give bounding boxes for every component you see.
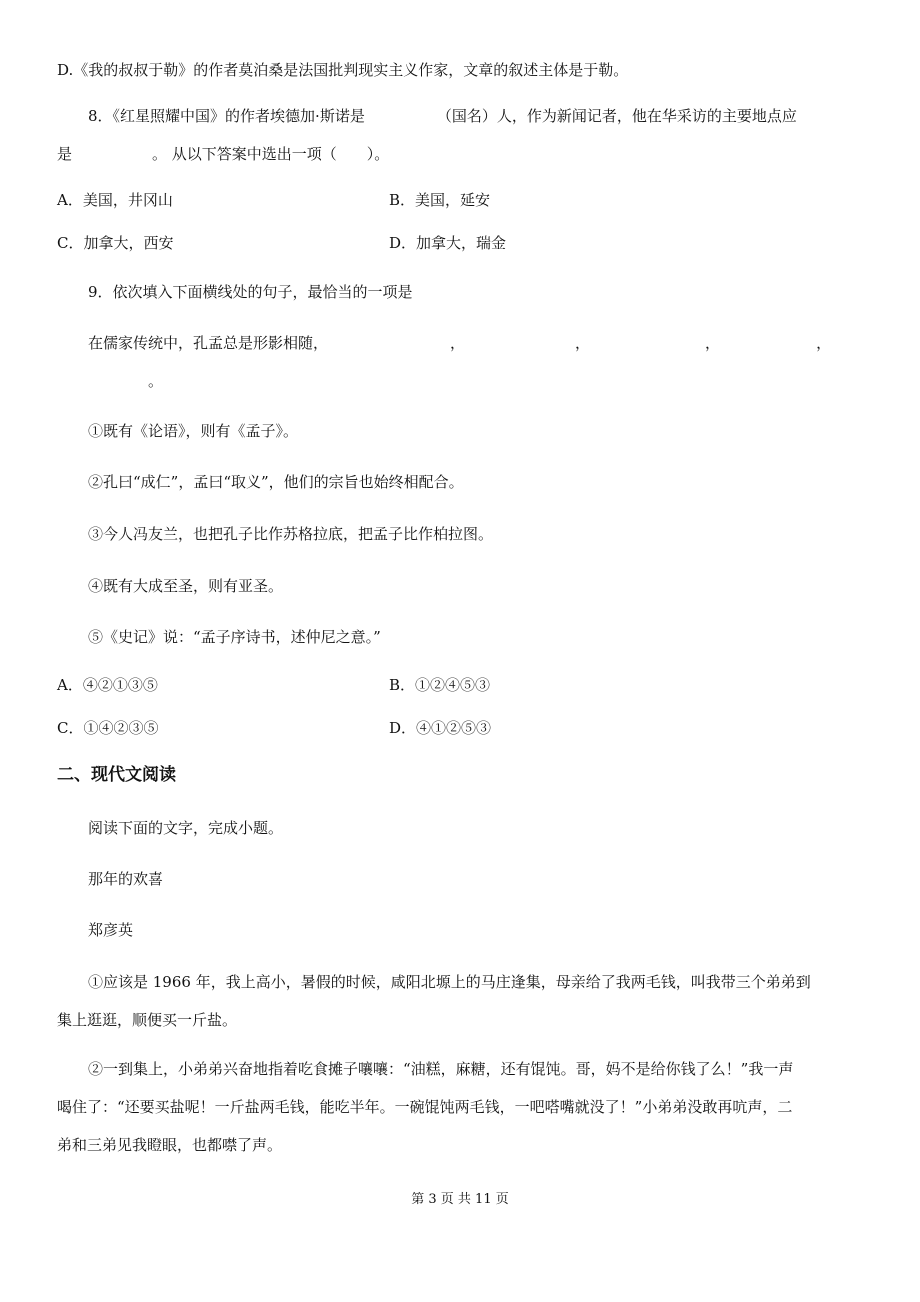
period: 。 [148,372,164,390]
comma: ， [450,334,466,352]
comma: ， [816,334,832,352]
q8-stem-part4: 。 从以下答案中选出一项（ ）。 [152,145,390,163]
q9-stem: 9．依次填入下面横线处的句子，最恰当的一项是 [88,283,413,301]
q8-stem-part2: （国名）人，作为新闻记者，他在华采访的主要地点应 [436,107,797,125]
q9-sentence-4: ④既有大成至圣，则有亚圣。 [88,577,284,595]
article-title: 那年的欢喜 [88,870,164,888]
q8-option-a: A．美国，井冈山 [57,191,173,209]
q8-option-d: D．加拿大，瑞金 [389,234,507,252]
q8-stem-part1: 8．《红星照耀中国》的作者埃德加·斯诺是 [88,107,365,125]
page-footer: 第 3 页 共 11 页 [411,1192,509,1207]
q9-passage-text: 在儒家传统中，孔孟总是形影相随， [88,334,329,352]
section-heading: 二、现代文阅读 [57,765,176,785]
q9-passage-line1 [88,332,831,354]
q9-option-d: D．④①②⑤③ [389,719,492,737]
q7-option-d: D.《我的叔叔于勒》的作者莫泊桑是法国批判现实主义作家，文章的叙述主体是于勒。 [57,61,629,79]
reading-instruction: 阅读下面的文字，完成小题。 [88,819,284,837]
paragraph-2-line2: 喝住了：“还要买盐呢！一斤盐两毛钱，能吃半年。一碗馄饨两毛钱，一吧嗒嘴就没了！”小弟弟没敢再吭声，二 [57,1098,793,1116]
article-author: 郑彦英 [88,921,134,939]
q9-sentence-1: ①既有《论语》，则有《孟子》。 [88,422,299,440]
q9-sentence-3: ③今人冯友兰，也把孔子比作苏格拉底，把孟子比作柏拉图。 [88,525,494,543]
comma: ， [575,334,591,352]
paragraph-1-line2: 集上逛逛，顺便买一斤盐。 [57,1011,238,1029]
q8-option-b: B．美国，延安 [389,191,491,209]
paragraph-2-line1: ②一到集上，小弟弟兴奋地指着吃食摊子嚷嚷：“油糕，麻糖，还有馄饨。哥，妈不是给你钱了么！”我一声 [88,1060,794,1078]
q8-stem-part3: 是 [57,145,73,163]
q8-stem-line1 [88,105,797,127]
q8-stem-line2 [57,143,389,165]
comma: ， [705,334,721,352]
paragraph-2-line3: 弟和三弟见我瞪眼，也都噤了声。 [57,1136,283,1154]
q9-option-b: B．①②④⑤③ [389,676,491,694]
q9-sentence-5: ⑤《史记》说：“孟子序诗书，述仲尼之意。” [88,628,381,646]
q8-option-c: C．加拿大，西安 [57,234,174,252]
q9-sentence-2: ②孔曰“成仁”，孟曰“取义”，他们的宗旨也始终相配合。 [88,473,464,491]
paragraph-1-line1: ①应该是 1966 年，我上高小，暑假的时候，咸阳北塬上的马庄逢集，母亲给了我两毛钱，叫我带三个弟弟到 [88,973,811,991]
q9-option-c: C．①④②③⑤ [57,719,159,737]
q9-option-a: A．④②①③⑤ [57,676,158,694]
q9-passage-line2 [88,370,163,392]
